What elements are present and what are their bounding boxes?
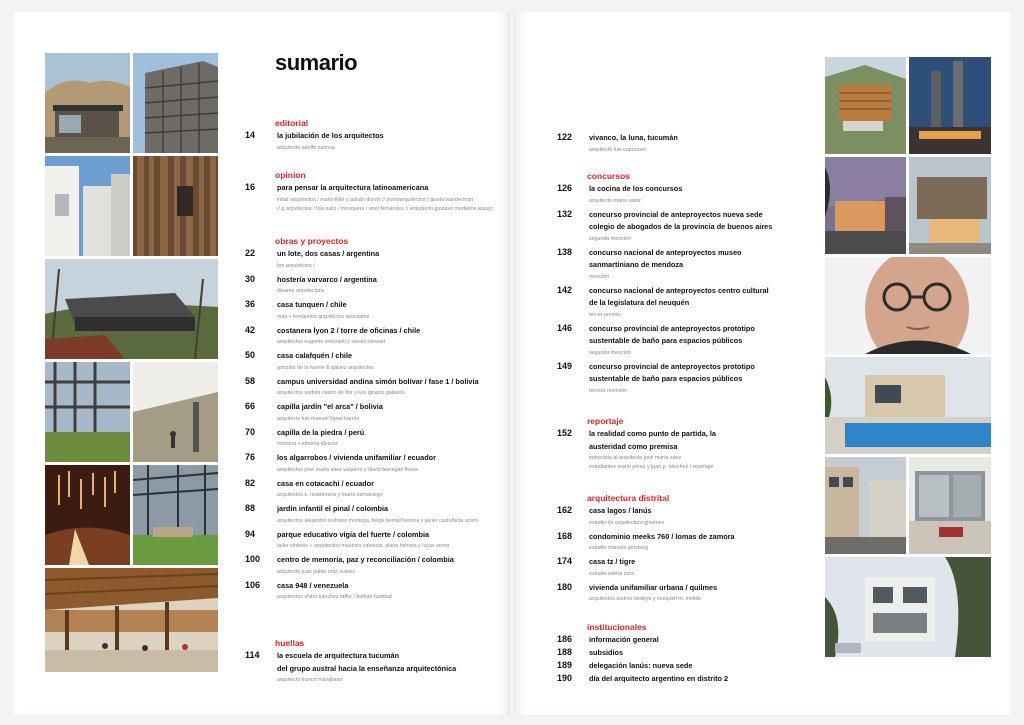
entry-credit: mención: [589, 273, 610, 280]
entry-credit: arquitecto mario sainz: [589, 197, 641, 204]
entry-title: sustentable de baño para espacios públicos: [589, 374, 743, 383]
dusk-house-photo: [825, 157, 906, 254]
page-number: 142: [557, 284, 573, 295]
page-number: 138: [557, 246, 573, 257]
page-title: sumario: [275, 50, 358, 75]
entry-credit: taller síntesis + arquitectos mauricio valencia, diana herrera y lucas serna: [277, 543, 450, 549]
entry-credit: segunda mención: [589, 235, 631, 242]
page-number: 149: [557, 360, 573, 371]
page-number: 36: [245, 299, 256, 309]
page-number: 188: [557, 647, 573, 657]
entry-credit: arquitecto luis caporossi: [589, 146, 646, 153]
page-number: 106: [245, 579, 261, 590]
page-number: 50: [245, 350, 256, 360]
entry-title: vivanco, la luna, tucumán: [589, 133, 678, 142]
entry-title: condominio meeks 760 / lomas de zamora: [589, 531, 735, 541]
entry-title: parque educativo vigía del fuerte / colombia: [277, 529, 430, 539]
page-number: 186: [557, 634, 573, 644]
page-number: 180: [557, 581, 573, 592]
architect-portrait-photo: [825, 257, 991, 354]
page-number: 16: [245, 182, 256, 192]
entry-title: la escuela de arquitectura tucumán: [277, 651, 400, 660]
section-heading-obras-y-proyectos: obras y proyectos: [275, 236, 349, 246]
section-heading-huellas: huellas: [275, 638, 305, 648]
entry-title: concurso nacional de anteproyectos centro cultural: [589, 285, 769, 295]
entry-credit: arquitectos andrés castro de flor y luis ignacio galiardo: [277, 390, 405, 396]
entry-title: casa calafquén / chile: [277, 351, 353, 360]
entry-credit: arquitecto luis manuel lópez barrón: [277, 415, 360, 422]
entry-credit: estudio contra zuro: [589, 570, 635, 577]
section-heading-opinion: opinion: [275, 170, 306, 180]
corner-house-photo: [825, 557, 991, 657]
entry-title: casa 948 / venezuela: [277, 580, 349, 590]
page-number: 114: [245, 650, 260, 660]
page-number: 22: [245, 248, 256, 258]
section-heading-concursos: concursos: [587, 171, 630, 181]
entry-title: de la legislatura del neuquén: [589, 298, 690, 307]
twin-tower-photo: [909, 57, 991, 154]
entry-credit: arquitectos alejandro restrepo montoya, felipe bernal herrera y javier castañeda acero: [277, 517, 479, 524]
entry-credit: gonzalo de la fuente & gálvez arquitectos: [277, 364, 374, 371]
page-number: 189: [557, 660, 573, 670]
entry-title: día del arquitecto argentino en distrito 2: [589, 674, 729, 683]
entry-title: jardín infantil el pinal / colombia: [277, 504, 389, 513]
page-number: 174: [557, 556, 573, 566]
entry-title: sanmartiniano de mendoza: [589, 260, 684, 269]
entry-title: subsidios: [589, 648, 624, 657]
entry-title: capilla de la piedra / perú: [277, 427, 365, 437]
entry-title: del grupo austral hacia la enseñanza arquitectónica: [277, 663, 457, 673]
entry-title: casa tz / tigre: [589, 557, 636, 566]
entry-credit: arquitectos josé maría sáez vaquero y david barragán flores: [277, 466, 418, 473]
page-number: 100: [245, 554, 261, 564]
entry-credit: estudio de arquitectura giménez: [589, 519, 665, 526]
entry-title: sustentable de baño para espacios públicos: [589, 336, 743, 345]
entry-title: delegación lanús: nueva sede: [589, 661, 693, 670]
entry-title: para pensar la arquitectura latinoamericana: [277, 183, 429, 192]
entry-credit: arquitecto juan pablo ortiz suárez: [277, 568, 356, 575]
section-heading-institucionales: institucionales: [587, 622, 647, 632]
entry-title: casa lagos / lanús: [589, 506, 652, 515]
page-number: 146: [557, 322, 573, 333]
entry-title: costanera lyon 2 / torre de oficinas / chile: [277, 325, 421, 335]
page-number: 82: [245, 477, 256, 488]
section-heading-reportaje: reportaje: [587, 416, 624, 426]
section-heading-arquitectura-distrital: arquitectura distrital: [587, 493, 670, 503]
entry-title: la cocina de los concursos: [589, 184, 683, 193]
entry-title: concurso provincial de anteproyectos prototipo: [589, 361, 755, 371]
right-photo-column: [825, 57, 991, 669]
toc-left: [14, 12, 510, 715]
pool-house-photo: [825, 357, 991, 454]
entry-title: austeridad como premisa: [589, 441, 678, 451]
entry-credit: segunda mención: [589, 349, 631, 356]
entry-title: concurso nacional de anteproyectos museo: [589, 247, 742, 257]
entry-title: la realidad como punto de partida, la: [589, 429, 716, 438]
entry-credit: arquitecto franco marigliano: [277, 677, 343, 683]
page-number: 88: [245, 503, 256, 513]
hillside-house-photo: [825, 57, 906, 154]
page-number: 168: [557, 530, 573, 541]
entry-title: los algarrobos / vivienda unifamiliar / ecuador: [277, 453, 436, 462]
entry-title: hostería varvarco / argentina: [277, 274, 377, 284]
right-page: [514, 12, 1010, 715]
page-number: 58: [245, 375, 256, 386]
entry-credit: tercera mención: [589, 387, 627, 394]
entry-credit: dinamo arquitectura: [277, 288, 324, 294]
entry-title: concurso provincial de anteproyectos nueva sede: [589, 209, 763, 219]
entry-title: casa en cotacachi / ecuador: [277, 478, 374, 488]
entry-credit: arquitectos x. rivadeneira y maría samaniego: [277, 492, 383, 498]
entry-credit: estudio marcelo ginsberg: [589, 545, 649, 551]
entry-credit: bm arquitectos /: [277, 262, 315, 269]
stone-box-house-photo: [909, 157, 991, 254]
entry-credit: entrevista al arquitecto josé maría sáez: [589, 455, 682, 461]
entry-title: capilla jardín "el arca" / bolivia: [277, 402, 383, 411]
page-number: 94: [245, 528, 256, 539]
entry-title: casa tunquen / chile: [277, 300, 347, 309]
entry-title: la jubilación de los arquitectos: [277, 131, 384, 140]
entry-title: información general: [589, 635, 659, 644]
entry-title: un lote, dos casas / argentina: [277, 249, 380, 258]
entry-credit: tercer premio: [589, 311, 621, 318]
page-number: 30: [245, 273, 256, 284]
page-number: 152: [557, 428, 573, 438]
entry-credit: arquitectos eugenio simonetti y renato stewart: [277, 339, 386, 345]
entry-credit: arquitectos andrés bedoya y ezequiel m. melide: [589, 596, 702, 602]
entry-credit: arquitectos víctor sánchez taffur / beltrán haddad: [277, 594, 392, 600]
entry-credit: arquitecto adolfo canosa: [277, 144, 335, 151]
section-heading-editorial: editorial: [275, 118, 309, 128]
entry-credit: nomena + ximena álvarez: [277, 441, 338, 447]
entry-title: concurso provincial de anteproyectos prototipo: [589, 323, 755, 333]
entry-credit: infad arquitectos / mario lidel y adrián durvin // puntoarquitectos / gisela wanderman: [277, 196, 474, 203]
page-number: 190: [557, 673, 573, 683]
entry-title: vivienda unifamiliar urbana / quilmes: [589, 582, 718, 592]
condominium-street-photo: [825, 457, 906, 554]
entry-credit: // g arquitectos / lisa saltz / mosquera / ariel fernández // arquitecto gustavo medeiros araujo: [277, 205, 493, 212]
entry-credit: mas + fernández arquitectos asociados: [277, 313, 370, 320]
entry-credit: estudiantes mario pérez y juan p. sánchez / reportaje: [589, 464, 714, 470]
page-number: 14: [245, 130, 256, 140]
page-number: 76: [245, 452, 256, 462]
entry-title: centro de memoria, paz y reconciliación / colombia: [277, 555, 454, 564]
page-number: 122: [557, 132, 573, 142]
page-number: 132: [557, 208, 573, 219]
page-number: 70: [245, 426, 256, 437]
entry-title: campus universidad andina simón bolívar / fase 1 / bolivia: [277, 376, 479, 386]
page-number: 126: [557, 183, 573, 193]
glass-interior-photo: [909, 457, 991, 554]
page-number: 66: [245, 401, 256, 411]
page-number: 42: [245, 324, 256, 335]
left-page: [14, 12, 510, 715]
entry-title: colegio de abogados de la provincia de buenos aires: [589, 222, 773, 231]
page-number: 162: [557, 505, 573, 515]
